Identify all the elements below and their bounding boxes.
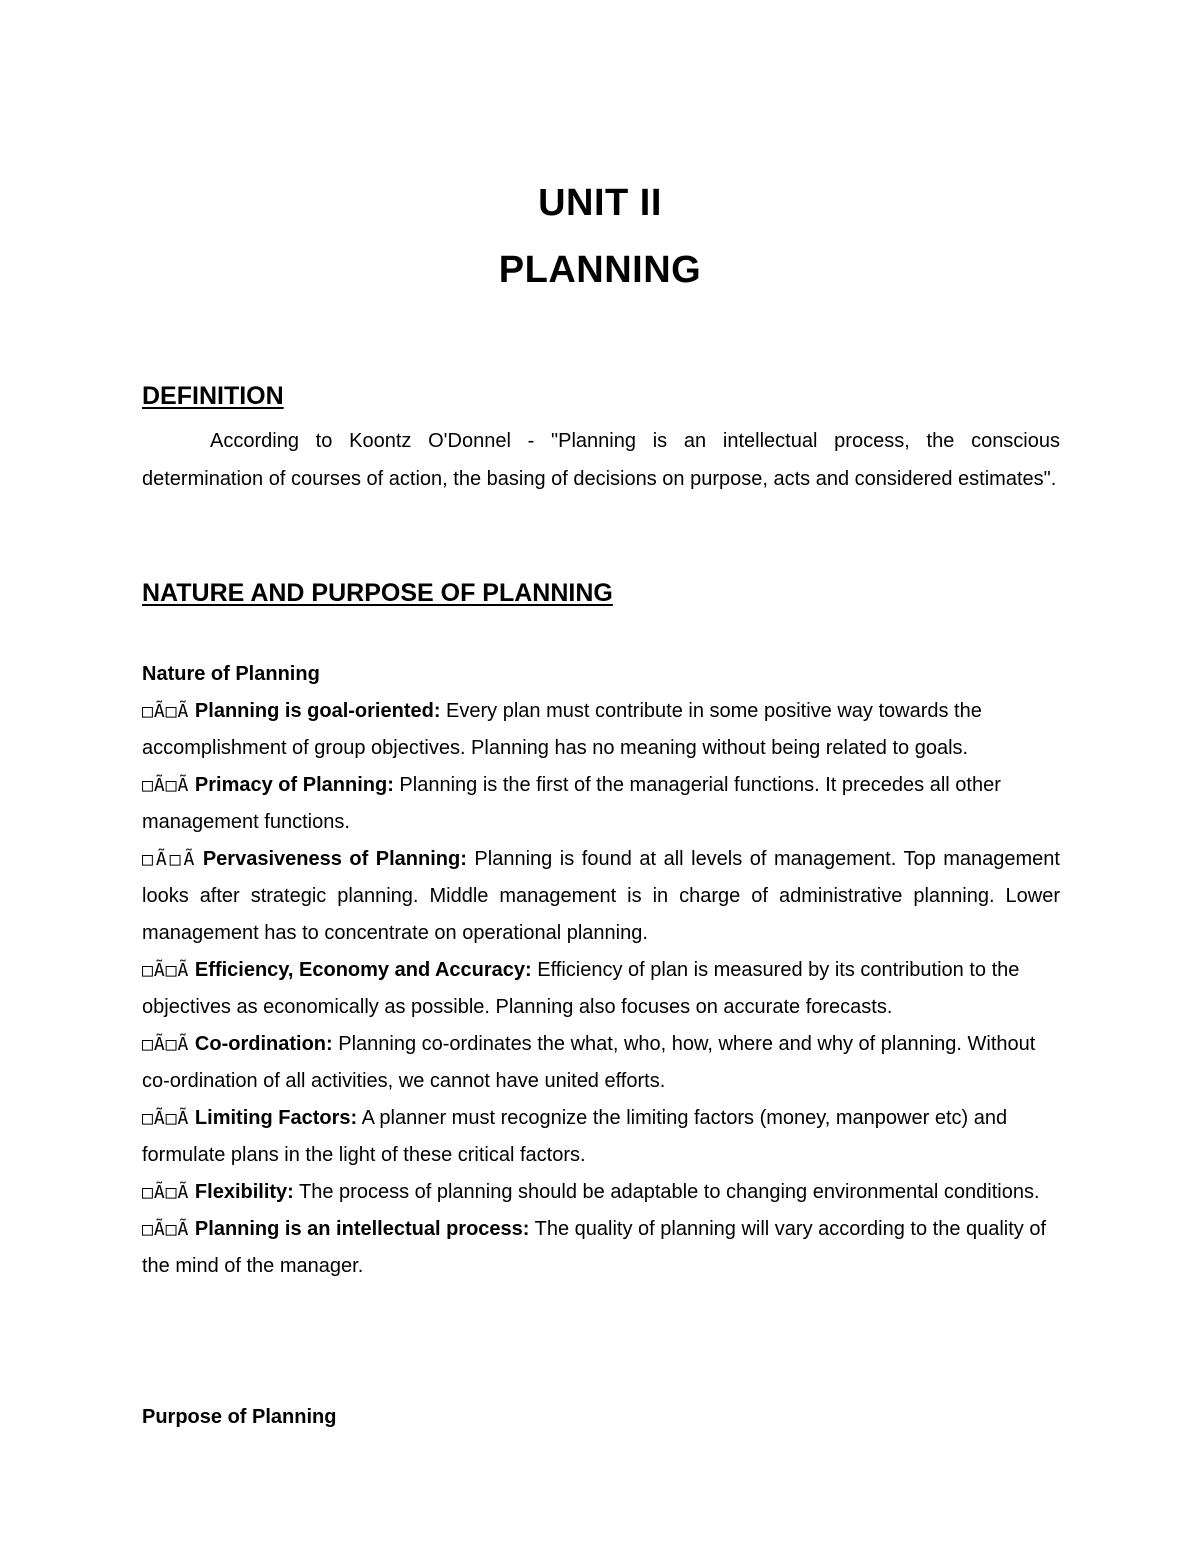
list-item [142,1026,1060,1100]
definition-text: According to Koontz O'Donnel - "Planning is an intellectual process, the conscious determination of courses of action, the basing of decisions on purpose, acts and considered estimates". [142,430,1060,490]
bullet-glyph: □Ã□Ã [142,1219,190,1240]
bullet-glyph: □Ã□Ã [142,1108,190,1129]
item-term: Pervasiveness of Planning: [202,848,467,870]
list-item [142,1100,1060,1174]
nature-list [142,693,1060,1285]
item-text: The process of planning should be adaptable to changing environmental conditions. [293,1181,1040,1203]
list-item [142,841,1060,952]
item-text: Planning is the first of the managerial functions. It precedes all other management functions. [142,774,1001,833]
definition-paragraph [142,423,1060,498]
item-text: The quality of planning will vary according to the quality of the mind of the manager. [142,1218,1047,1277]
list-item [142,1211,1060,1285]
bullet-glyph: □Ã□Ã [142,1034,190,1055]
item-text: Planning is found at all levels of management. Top management looks after strategic planning. Middle management is in charge of administrative planning. Lower management has to concentrate on operational planning. [142,848,1060,944]
item-term: Planning is an intellectual process: [194,1218,530,1240]
definition-heading: DEFINITION [142,382,284,410]
list-item [142,767,1060,841]
bullet-glyph: □Ã□Ã [142,849,196,870]
item-text: A planner must recognize the limiting factors (money, manpower etc) and formulate plans in the light of these critical factors. [142,1107,1008,1166]
item-text: Planning co-ordinates the what, who, how, where and why of planning. Without co-ordination of all activities, we cannot have united efforts. [142,1033,1036,1092]
bullet-glyph: □Ã□Ã [142,1182,190,1203]
bullet-glyph: □Ã□Ã [142,960,190,981]
item-term: Efficiency, Economy and Accuracy: [194,959,532,981]
item-term: Planning is goal-oriented: [194,700,441,722]
item-term: Flexibility: [194,1181,294,1203]
list-item [142,952,1060,1026]
list-item [142,693,1060,767]
nature-purpose-heading: NATURE AND PURPOSE OF PLANNING [142,579,613,607]
item-term: Co-ordination: [194,1033,333,1055]
list-item [142,1174,1060,1211]
item-term: Limiting Factors: [194,1107,358,1129]
chapter-title: PLANNING [498,249,702,291]
unit-title: UNIT II [538,182,662,224]
bullet-glyph: □Ã□Ã [142,701,190,722]
nature-subheading: Nature of Planning [142,663,320,685]
purpose-subheading: Purpose of Planning [142,1406,337,1428]
bullet-glyph: □Ã□Ã [142,775,190,796]
item-text: Efficiency of plan is measured by its contribution to the objectives as economically as possible. Planning also focuses on accurate forecasts. [142,959,1020,1018]
item-text: Every plan must contribute in some positive way towards the accomplishment of group objectives. Planning has no meaning without being related to goals. [142,700,982,759]
item-term: Primacy of Planning: [194,774,394,796]
